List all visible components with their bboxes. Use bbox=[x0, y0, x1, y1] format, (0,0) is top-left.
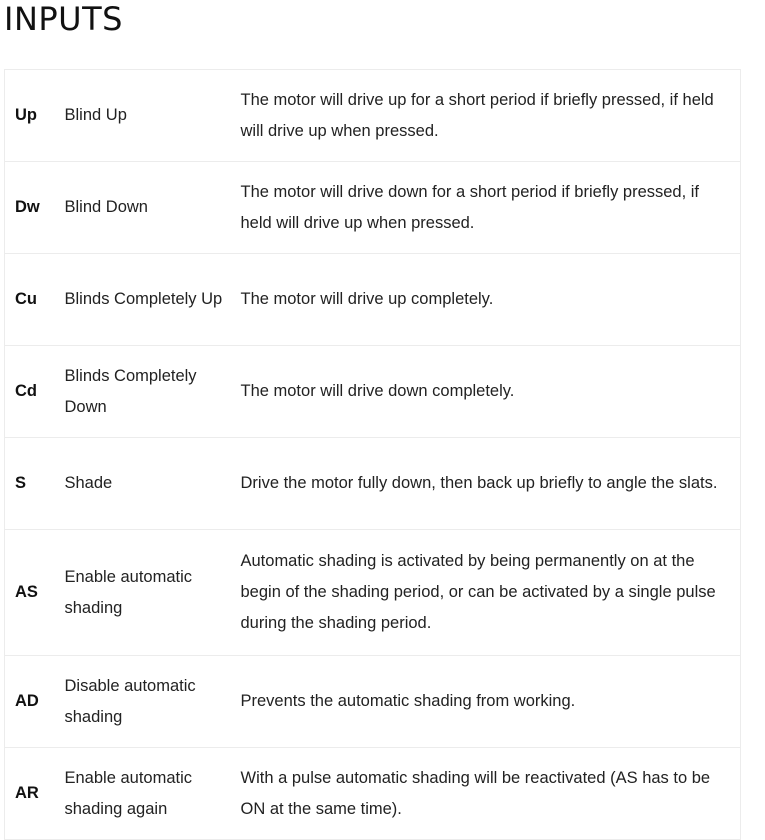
table-row-ar bbox=[5, 748, 741, 840]
input-name: Enable automatic shading bbox=[55, 530, 241, 656]
input-name: Disable automatic shading bbox=[55, 656, 241, 748]
input-description: The motor will drive down completely. bbox=[241, 346, 741, 438]
input-description: Prevents the automatic shading from working. bbox=[241, 656, 741, 748]
input-code: Cu bbox=[5, 254, 55, 346]
page-title: INPUTS bbox=[4, 0, 123, 38]
input-code: S bbox=[5, 438, 55, 530]
input-name: Blinds Completely Down bbox=[55, 346, 241, 438]
input-code: Dw bbox=[5, 162, 55, 254]
input-code: AD bbox=[5, 656, 55, 748]
table-row-ad bbox=[5, 656, 741, 748]
input-name: Enable automatic shading again bbox=[55, 748, 241, 840]
input-name: Blind Up bbox=[55, 70, 241, 162]
table-row-dw bbox=[5, 162, 741, 254]
table-row-as bbox=[5, 530, 741, 656]
table-row-cd bbox=[5, 346, 741, 438]
input-name: Blind Down bbox=[55, 162, 241, 254]
input-description: The motor will drive up completely. bbox=[241, 254, 741, 346]
input-description: Drive the motor fully down, then back up briefly to angle the slats. bbox=[241, 438, 741, 530]
input-description: The motor will drive down for a short period if briefly pressed, if held will drive up when pressed. bbox=[241, 162, 741, 254]
table-row-s bbox=[5, 438, 741, 530]
input-name: Shade bbox=[55, 438, 241, 530]
input-name: Blinds Completely Up bbox=[55, 254, 241, 346]
inputs-table bbox=[4, 69, 741, 840]
input-code: Cd bbox=[5, 346, 55, 438]
input-code: Up bbox=[5, 70, 55, 162]
table-row-cu bbox=[5, 254, 741, 346]
input-code: AR bbox=[5, 748, 55, 840]
input-description: The motor will drive up for a short period if briefly pressed, if held will drive up when pressed. bbox=[241, 70, 741, 162]
table-row-up bbox=[5, 70, 741, 162]
input-description: With a pulse automatic shading will be reactivated (AS has to be ON at the same time). bbox=[241, 748, 741, 840]
input-description: Automatic shading is activated by being permanently on at the begin of the shading period, or can be activated by a single pulse during the shading period. bbox=[241, 530, 741, 656]
input-code: AS bbox=[5, 530, 55, 656]
